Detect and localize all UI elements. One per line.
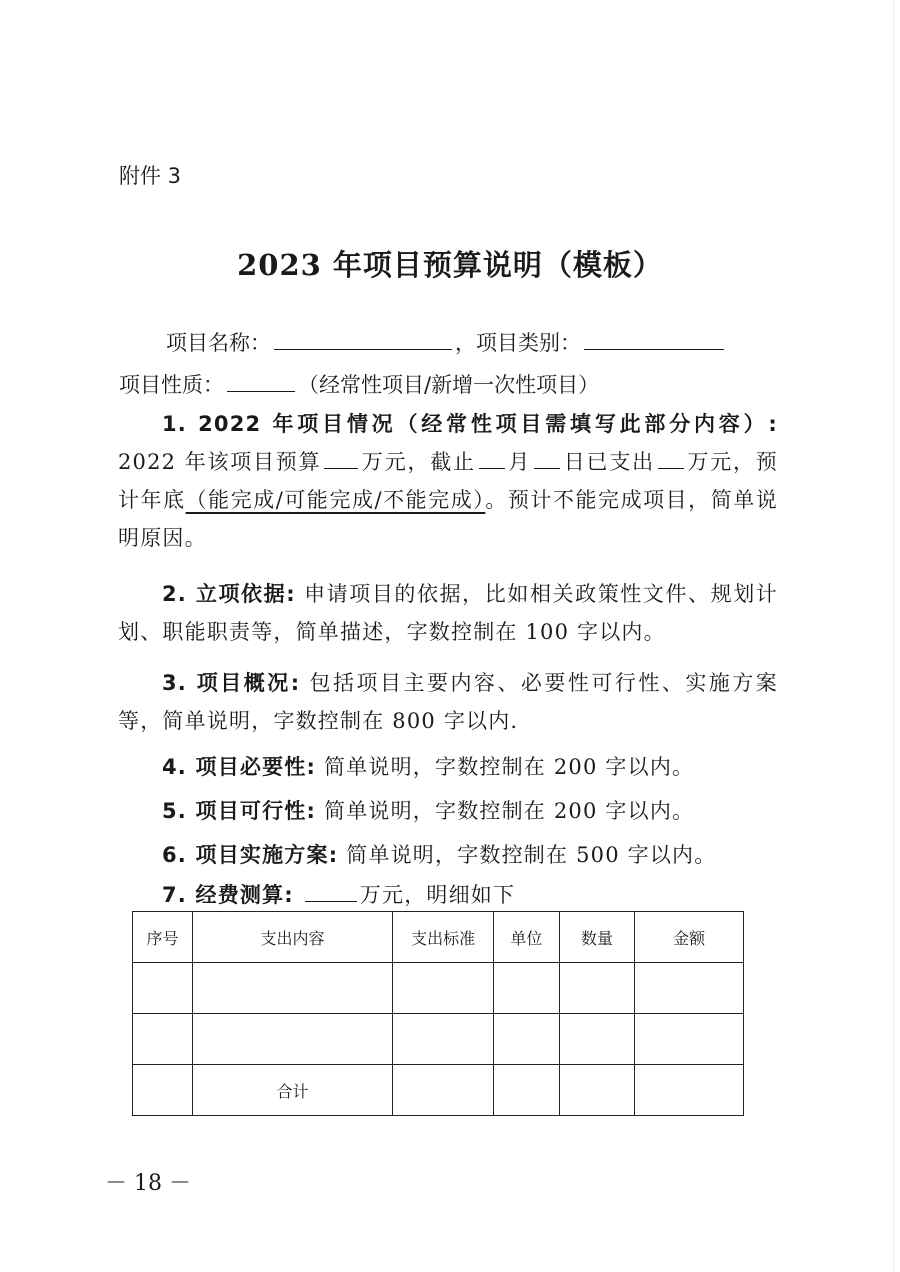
section-1-heading: 1. 2022 年项目情况（经常性项目需填写此部分内容）: [162,412,778,436]
section-3-heading: 3. 项目概况: [162,671,301,695]
table-cell[interactable] [393,1014,494,1065]
total-amount-cell[interactable] [635,1065,744,1116]
project-name-blank[interactable] [274,331,452,350]
section-6 [118,836,778,874]
section-1-part-c: 月 [507,450,532,474]
section-1-after: 。预计不能完成项目，简单说明原因。 [118,488,778,550]
table-cell[interactable] [192,963,392,1014]
section-1-part-b: 万元，截止 [361,450,476,474]
budget-table [132,911,744,1116]
table-cell[interactable] [393,1065,494,1116]
table-cell[interactable] [192,1014,392,1065]
spent-blank[interactable] [658,450,684,469]
project-nature-blank[interactable] [227,373,295,392]
table-cell[interactable] [559,1014,635,1065]
page-number: － 18 － [105,1171,191,1196]
section-1 [118,405,778,557]
table-cell[interactable] [559,963,635,1014]
section-3-text: 包括项目主要内容、必要性可行性、实施方案等，简单说明，字数控制在 800 字以内. [118,671,778,733]
section-5-text: 简单说明，字数控制在 200 字以内。 [324,799,695,823]
project-nature-label: 项目性质： [119,373,224,397]
document-title: 2023 年项目预算说明（模板） [237,248,663,282]
section-1-part-e: 万元，预计年底 [118,450,778,512]
completion-options: （能完成/可能完成/不能完成） [185,488,486,512]
section-2-heading: 2. 立项依据: [162,582,296,606]
header-amount: 金额 [635,912,744,963]
project-type-blank[interactable] [584,331,724,350]
table-cell[interactable] [494,963,560,1014]
cost-blank[interactable] [305,883,357,902]
table-total-row [133,1065,744,1116]
day-blank[interactable] [534,450,560,469]
section-5 [118,792,778,830]
page-edge [893,0,894,1272]
section-7 [118,876,778,914]
section-6-text: 简单说明，字数控制在 500 字以内。 [346,843,717,867]
budget-blank[interactable] [324,450,358,469]
table-cell[interactable] [494,1014,560,1065]
table-cell[interactable] [494,1065,560,1116]
month-blank[interactable] [479,450,505,469]
total-label: 合计 [192,1065,392,1116]
section-7-heading: 7. 经费测算: [162,883,294,907]
section-3 [118,664,778,740]
section-1-part-a: 2022 年该项目预算 [118,450,322,474]
section-7-text: 万元，明细如下 [359,883,516,907]
table-cell[interactable] [635,963,744,1014]
table-cell[interactable] [133,1065,193,1116]
header-standard: 支出标准 [393,912,494,963]
table-row [133,1014,744,1065]
project-nature-options: （经常性项目/新增一次性项目） [298,373,600,397]
header-content: 支出内容 [192,912,392,963]
table-header-row [133,912,744,963]
section-4-heading: 4. 项目必要性: [162,755,317,779]
project-type-label: ，项目类别： [455,331,581,355]
table-cell[interactable] [635,1014,744,1065]
project-nature-line [119,369,599,399]
project-name-label: 项目名称： [166,331,271,355]
header-quantity: 数量 [559,912,635,963]
header-unit: 单位 [494,912,560,963]
section-4 [118,748,778,786]
section-2-text: 申请项目的依据，比如相关政策性文件、规划计划、职能职责等，简单描述，字数控制在 100 字以内。 [118,582,778,644]
table-cell[interactable] [133,1014,193,1065]
section-2 [118,575,778,651]
attachment-label: 附件 3 [119,164,182,188]
project-name-line [166,327,727,357]
section-5-heading: 5. 项目可行性: [162,799,317,823]
table-cell[interactable] [133,963,193,1014]
section-4-text: 简单说明，字数控制在 200 字以内。 [324,755,695,779]
section-1-part-d: 日已支出 [563,450,655,474]
header-index: 序号 [133,912,193,963]
table-row [133,963,744,1014]
section-6-heading: 6. 项目实施方案: [162,843,339,867]
table-cell[interactable] [559,1065,635,1116]
table-cell[interactable] [393,963,494,1014]
